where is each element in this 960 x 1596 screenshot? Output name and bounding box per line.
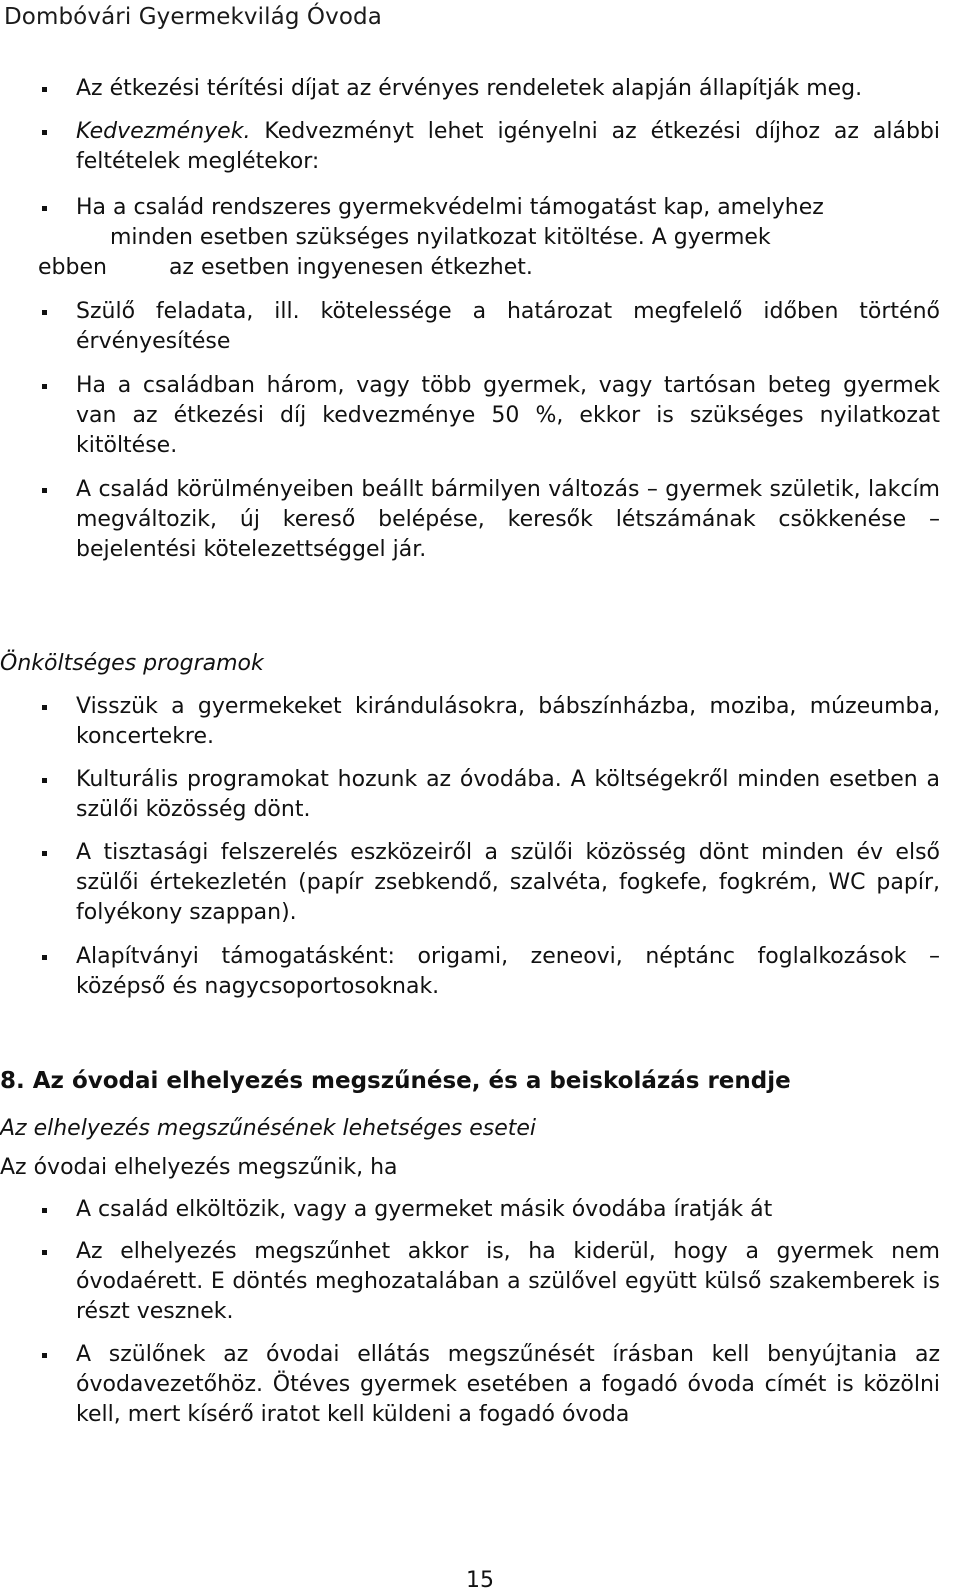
list-item: A tisztasági felszerelés eszközeiről a szülői közösség dönt minden év első szülői értekezletén (papír zsebkendő, szalvéta, fogkefe, fogkrém, WC papír, folyékony szappan). [38,838,940,928]
document-body [0,74,940,1430]
list-item: A család elköltözik, vagy a gyermeket másik óvodába íratják át [38,1195,940,1225]
list-item: Az étkezési térítési díjat az érvényes rendeletek alapján állapítják meg. [38,74,940,104]
list-item: A szülőnek az óvodai ellátás megszűnését írásban kell benyújtania az óvodavezetőhöz. Ötéves gyermek esetében a fogadó óvoda címét is közölni kell, mert kísérő iratot kell küldeni a fogadó óvoda [38,1340,940,1430]
section-subheading: Az elhelyezés megszűnésének lehetséges esetei [0,1116,537,1141]
list-item: Ha a családban három, vagy több gyermek, vagy tartósan beteg gyermek van az étkezési díj kedvezménye 50 %, ekkor is szükséges nyilatkozat kitöltése. [38,371,940,461]
list-item-line: ebben az esetben ingyenesen étkezhet. [38,255,533,280]
section-title: Az óvodai elhelyezés megszűnése, és a beiskolázás rendje [32,1068,791,1094]
section-number: 8. [0,1068,25,1094]
list-item: Szülő feladata, ill. kötelessége a határozat megfelelő időben történő érvényesítése [38,297,940,357]
list-item: A család körülményeiben beállt bármilyen változás – gyermek születik, lakcím megváltozik, új kereső belépése, keresők létszámának csökkenése – bejelentési kötelezettséggel jár. [38,475,940,565]
list-item: Az elhelyezés megszűnhet akkor is, ha kiderül, hogy a gyermek nem óvodaérett. E döntés meghozatalában a szülővel együtt külső szakemberek is részt vesznek. [38,1237,940,1327]
list-item [38,117,940,177]
list-item: Visszük a gyermekeket kirándulásokra, bábszínházba, moziba, múzeumba, koncertekre. [38,692,940,752]
page-header: Dombóvári Gyermekvilág Óvoda [4,4,382,30]
list-item-line: minden esetben szükséges nyilatkozat kitöltése. A gyermek [110,225,771,250]
list-item-line: Ha a család rendszeres gyermekvédelmi támogatást kap, amelyhez [76,195,824,220]
list-item [38,193,940,283]
discount-label: Kedvezmények. [76,119,251,144]
discount-text: Kedvezményt lehet igényelni az étkezési díjhoz az alábbi feltételek meglétekor: [76,119,940,174]
section-subheading: Önköltséges programok [0,651,264,676]
list-item: Alapítványi támogatásként: origami, zeneovi, néptánc foglalkozások – középső és nagycsoportosoknak. [38,942,940,1002]
intro-text: Az óvodai elhelyezés megszűnik, ha [0,1155,398,1180]
section-heading [0,1068,940,1094]
page-number: 15 [466,1568,494,1593]
list-item: Kulturális programokat hozunk az óvodába. A költségekről minden esetben a szülői közösség dönt. [38,765,940,825]
